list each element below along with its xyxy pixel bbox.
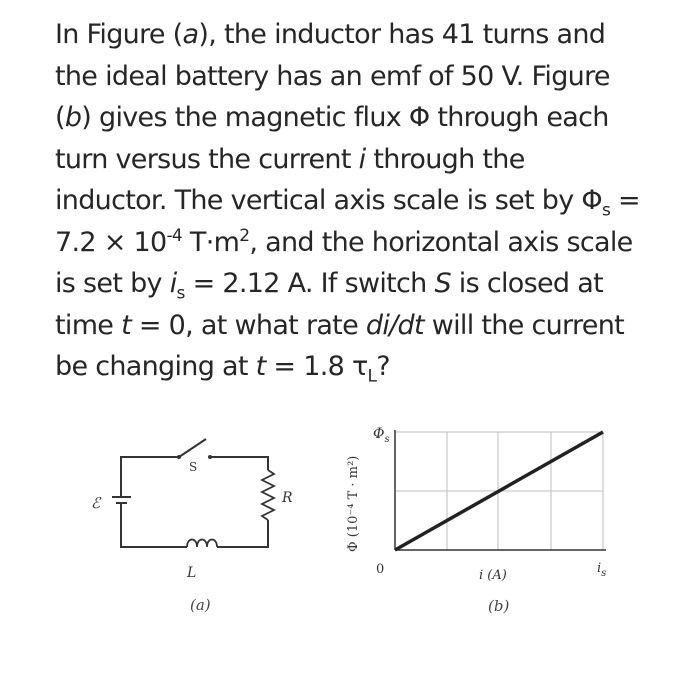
problem-line-7: is set by $i_s = 2.12$ A. If switch S is closed at [55,268,603,304]
problem-line-1: In Figure (a), the inductor has 41 turns and [55,19,606,50]
resistor-zigzag [262,470,274,520]
wire-top-right [210,457,268,470]
caption-b: (b) [488,597,510,615]
figure-svg [0,400,700,685]
inductor-coil [187,540,217,548]
caption-a: (a) [190,596,211,614]
switch-contact-left [177,455,181,459]
wire-top-left [121,457,179,488]
switch-blade [179,439,206,457]
wire-bottom-right [217,520,268,547]
y-scale-label: $\Phi_s$ [373,426,390,445]
wire-bottom-left [121,508,187,547]
emf-label: ℰ [91,494,101,512]
switch-label: S [189,460,198,474]
problem-line-4: turn versus the current i through the [55,143,525,175]
origin-label: 0 [376,562,385,577]
problem-line-9: be changing at t = 1.8 $\tau_L$? [55,351,390,387]
switch-contact-right [208,455,212,459]
problem-text [55,14,655,388]
y-axis-label: Φ (10⁻⁴ T · m²) [346,455,361,552]
problem-line-6: $7.2 \times 10^{-4}$ $T\cdot m^2$, and the horizontal axis scale [55,225,633,258]
problem-line-3: (b) gives the magnetic flux Φ through each [55,102,609,133]
problem-line-2: the ideal battery has an emf of 50 V. Figure [55,60,610,92]
problem-line-5: inductor. The vertical axis scale is set by $\Phi_s$ = [55,185,640,221]
x-scale-label: $i_s$ [597,561,607,579]
inductor-label: L [187,565,197,581]
x-axis-label: i (A) [479,568,507,583]
resistor-label: R [282,490,293,506]
figure [0,400,700,685]
circuit-diagram [112,439,274,547]
problem-line-8: time t = 0, at what rate di/dt will the current [55,309,624,341]
